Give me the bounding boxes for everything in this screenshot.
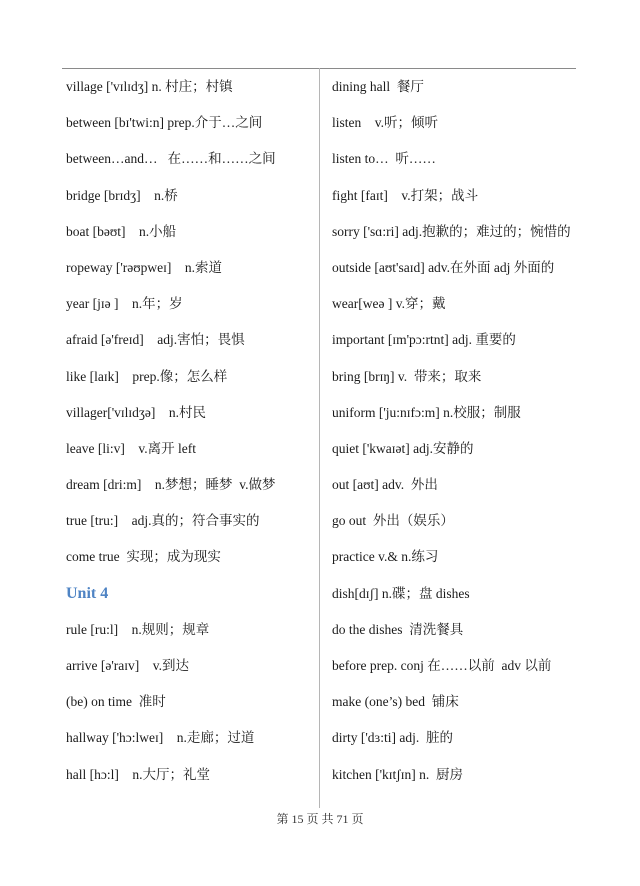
vocab-entry: villager['vɪlɪdʒə] n.村民 — [66, 404, 207, 420]
vocab-entry: like [laɪk] prep.像；怎么样 — [66, 368, 228, 384]
vocab-entry: before prep. conj 在……以前 adv 以前 — [332, 658, 552, 673]
vocab-entry: (be) on time 准时 — [66, 694, 166, 710]
vocab-entry: hallway ['hɔ:lweɪ] n.走廊；过道 — [66, 730, 255, 746]
vocab-entry: leave [li:v] v.离开 left — [66, 440, 196, 456]
vocab-entry: listen to… 听…… — [332, 151, 436, 167]
vocab-entry: afraid [ə'freɪd] adj.害怕；畏惧 — [66, 332, 245, 348]
vocab-entry: between [bɪ'twi:n] prep.介于…之间 — [66, 115, 263, 131]
vocab-entry: village ['vɪlɪdʒ] n. 村庄；村镇 — [66, 79, 233, 94]
right-column — [332, 68, 582, 793]
vocab-entry: go out 外出（娱乐） — [332, 513, 454, 529]
vocab-entry: wear[weə ] v.穿；戴 — [332, 296, 446, 312]
vocab-entry: boat [bəʊt] n.小船 — [66, 223, 177, 239]
vocab-entry: dream [dri:m] n.梦想；睡梦 v.做梦 — [66, 477, 276, 493]
vocab-entry: kitchen ['kɪtʃɪn] n. 厨房 — [332, 766, 464, 782]
vocab-entry: make (one’s) bed 铺床 — [332, 694, 459, 710]
column-divider — [319, 68, 320, 808]
vocab-entry: dirty ['dɜ:ti] adj. 脏的 — [332, 730, 453, 746]
vocab-entry: listen v.听；倾听 — [332, 115, 438, 131]
vocab-entry: outside [aʊt'saɪd] adv.在外面 adj 外面的 — [332, 259, 555, 275]
vocab-entry: rule [ru:l] n.规则；规章 — [66, 621, 210, 637]
vocab-entry: between…and… 在……和……之间 — [66, 151, 276, 167]
left-column — [66, 68, 316, 793]
vocab-entry: year [jɪə ] n.年；岁 — [66, 296, 183, 312]
vocab-entry: fight [faɪt] v.打架；战斗 — [332, 187, 479, 203]
vocab-entry: come true 实现；成为现实 — [66, 549, 221, 565]
vocab-entry: hall [hɔ:l] n.大厅；礼堂 — [66, 766, 210, 782]
vocab-entry: true [tru:] adj.真的；符合事实的 — [66, 513, 260, 529]
page-number-footer: 第 15 页 共 71 页 — [276, 812, 364, 826]
vocab-entry: do the dishes 清洗餐具 — [332, 621, 464, 637]
vocab-entry: dish[dɪʃ] n.碟；盘 dishes — [332, 585, 470, 601]
vocab-entry: bridge [brɪdʒ] n.桥 — [66, 187, 178, 203]
vocab-entry: dining hall 餐厅 — [332, 79, 424, 94]
vocab-entry: bring [brɪŋ] v. 带来；取来 — [332, 368, 482, 384]
vocab-entry: uniform ['ju:nɪfɔ:m] n.校服；制服 — [332, 404, 521, 420]
vocab-entry: important [ɪm'pɔ:rtnt] adj. 重要的 — [332, 332, 516, 348]
unit-heading: Unit 4 — [66, 584, 109, 602]
vocab-entry: ropeway ['rəʊpweɪ] n.索道 — [66, 259, 223, 275]
vocab-entry: practice v.& n.练习 — [332, 549, 439, 565]
vocab-entry: quiet ['kwaɪət] adj.安静的 — [332, 440, 474, 456]
vocab-entry: sorry ['sɑ:ri] adj.抱歉的；难过的；惋惜的 — [332, 223, 571, 239]
vocab-entry: arrive [ə'raɪv] v.到达 — [66, 658, 190, 673]
vocab-entry: out [aʊt] adv. 外出 — [332, 477, 438, 493]
